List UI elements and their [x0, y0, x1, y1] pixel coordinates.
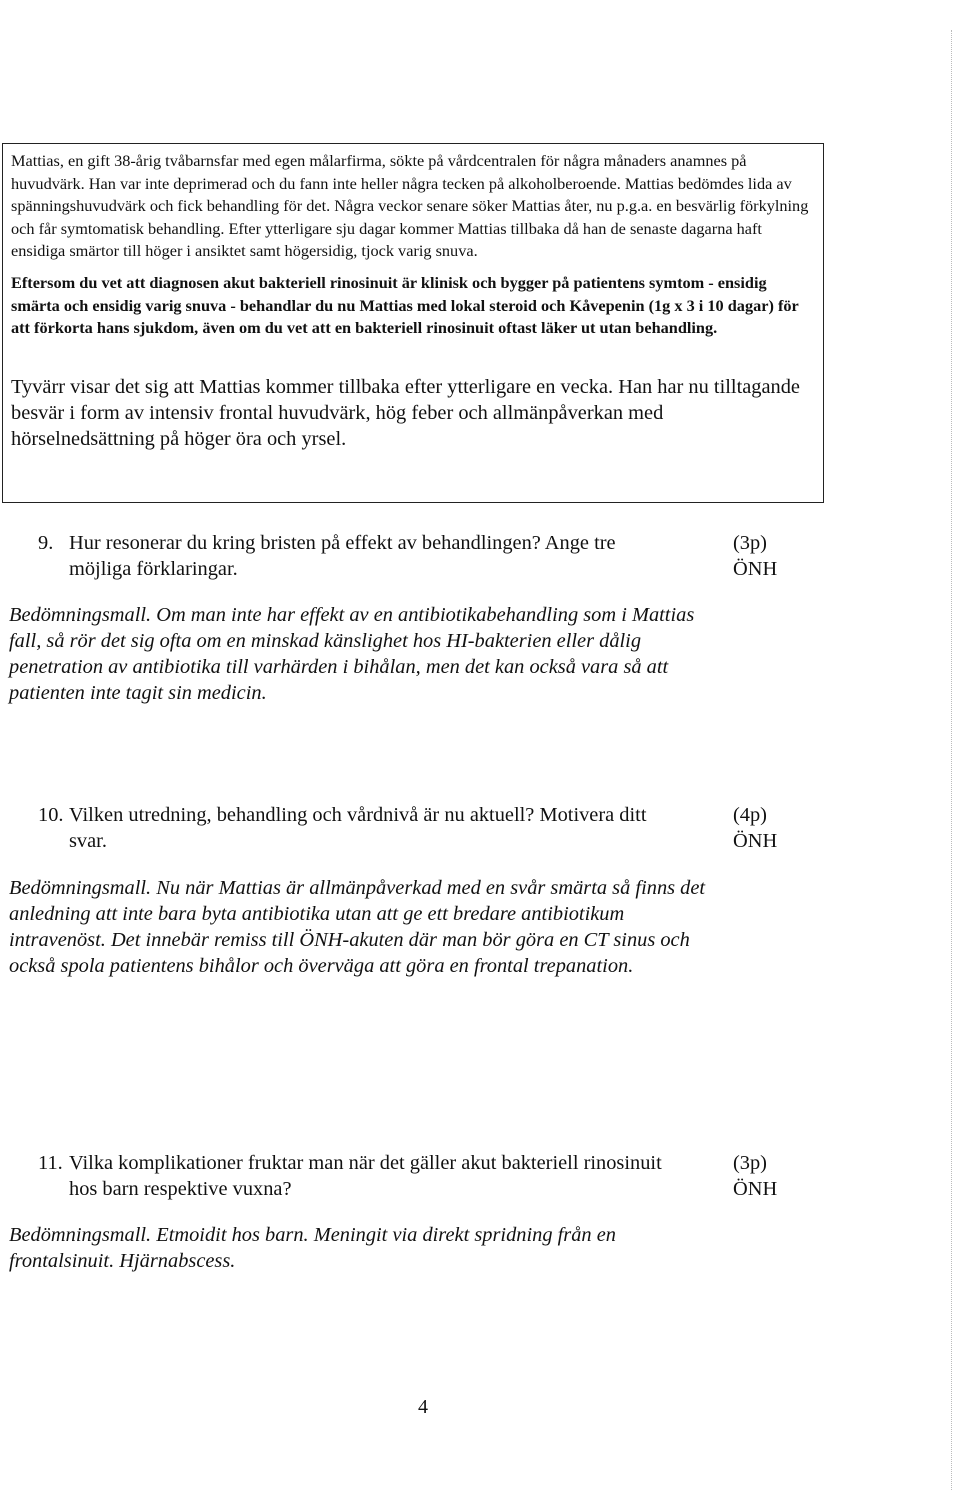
question-text: Hur resonerar du kring bristen på effekt av behandlingen? Ange tre möjliga förklaringar. — [69, 532, 616, 580]
question-number: 10. — [38, 804, 64, 826]
case-paragraph-followup: Tyvärr visar det sig att Mattias kommer tillbaka efter ytterligare en vecka. Han har nu tilltagande besvär i form av intensiv frontal huvudvärk, hög feber och allmänpåverkan med hörselnedsättning på höger öra och yrsel. — [11, 376, 800, 450]
points-label: (4p) — [733, 804, 767, 826]
points-label: (3p) — [733, 532, 767, 554]
question-11-points — [733, 1150, 777, 1202]
subject-label: ÖNH — [733, 1178, 778, 1200]
question-9 — [38, 530, 698, 584]
question-10-assessment: Bedömningsmall. Nu när Mattias är allmänpåverkad med en svår smärta så finns det anledning att inte bara byta antibiotika utan att ge ett bredare antibiotikum intravenöst. Det innebär remiss till ÖNH-akuten där man bör göra en CT sinus och också spola patientens bihålor och överväga att göra en frontal trepanation. — [9, 877, 706, 977]
question-9-assessment: Bedömningsmall. Om man inte har effekt av en antibiotikabehandling som i Mattias fall, så rör det sig ofta om en minskad känslighet hos HI-bakterien eller dålig penetration av antibiotika till varhärden i bihålan, men det kan också vara så att patienten inte tagit sin medicin. — [9, 604, 695, 704]
page-number: 4 — [418, 1396, 428, 1418]
case-paragraph-treatment: Eftersom du vet att diagnosen akut bakteriell rinosinuit är klinisk och bygger på patientens symtom - ensidig smärta och ensidig varig snuva - behandlar du nu Mattias med lokal steroid och Kåvepenin (1g x 3 i 10 dagar) för att förkorta hans sjukdom, även om du vet att en bakteriell rinosinuit oftast läker ut utan behandling. — [11, 273, 799, 338]
question-10 — [38, 802, 698, 856]
question-10-points — [733, 802, 777, 854]
question-9-points — [733, 530, 777, 582]
subject-label: ÖNH — [733, 558, 778, 580]
question-text: Vilka komplikationer fruktar man när det gäller akut bakteriell rinosinuit hos barn respektive vuxna? — [69, 1152, 662, 1200]
subject-label: ÖNH — [733, 830, 778, 852]
question-11 — [38, 1150, 698, 1204]
points-label: (3p) — [733, 1152, 767, 1174]
question-11-assessment: Bedömningsmall. Etmoidit hos barn. Meningit via direkt spridning från en frontalsinuit. Hjärnabscess. — [9, 1224, 616, 1272]
case-paragraph-intro: Mattias, en gift 38-årig tvåbarnsfar med egen målarfirma, sökte på vårdcentralen för några månaders anamnes på huvudvärk. Han var inte deprimerad och du fann inte heller några tecken på alkoholberoende. Mattias bedömdes lida av spänningshuvudvärk och fick behandling för det. Några veckor senare söker Mattias åter, nu p.g.a. en besvärlig förkylning och får symtomatisk behandling. Efter ytterligare sju dagar kommer Mattias tillbaka då han de senaste dagarna haft ensidiga smärtor till höger i ansiktet samt högersidig, tjock varig snuva. — [11, 151, 809, 261]
question-text: Vilken utredning, behandling och vårdnivå är nu aktuell? Motivera ditt svar. — [69, 804, 647, 852]
case-description-box — [2, 143, 824, 503]
question-number: 11. — [38, 1152, 63, 1174]
scan-edge — [951, 30, 952, 1490]
question-number: 9. — [38, 532, 54, 554]
